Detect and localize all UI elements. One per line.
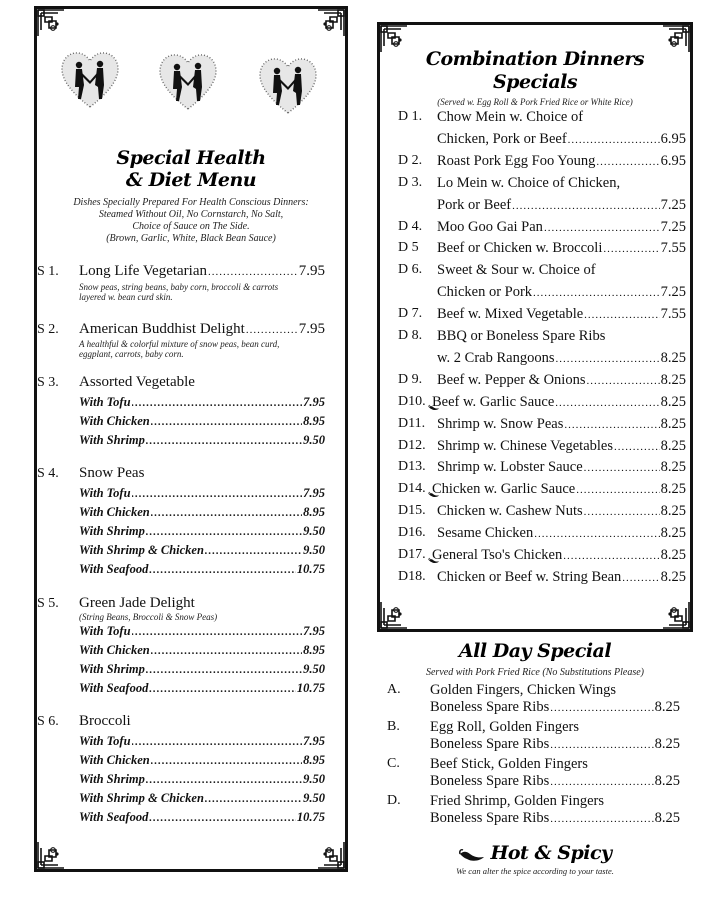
item-name-line: Chicken w. Cashew Nuts ..... 8.25 [437,503,686,520]
item-price: 8.25 [660,371,686,388]
item-code: D12. [398,437,426,453]
health-diet-menu-panel [34,6,348,872]
item-name: Snow Peas [79,465,145,481]
item-price: 7.25 [660,218,686,235]
item-name-line: Chicken or Pork ..... 7.25 [437,284,686,301]
item-name-line: General Tso's Chicken ..... 8.25 [432,547,686,564]
option-row: With Tofu ..... 7.95 [79,395,325,410]
item-price: 7.55 [660,240,686,257]
corner-ornament-icon [379,600,409,630]
item-name: Green Jade Delight [79,595,195,611]
corner-ornament-icon [36,8,66,38]
heart-decorations [55,47,335,127]
item-code: D 2. [398,152,423,168]
item-description: Snow peas, string beans, baby corn, broccoli & carrots layered w. bean curd skin. [79,282,279,302]
item-price: 8.25 [660,459,686,476]
corner-ornament-icon [661,600,691,630]
heart-couple-icon [155,49,221,113]
special-name-line: Fried Shrimp, Golden Fingers [430,793,604,809]
item-price: 8.25 [660,525,686,542]
item-name-line: Chicken or Beef w. String Bean ..... 8.25 [437,569,686,586]
item-code: S 5. [37,596,59,611]
item-code: D 4. [398,218,423,234]
item-code: D15. [398,503,426,519]
item-name-line: Beef w. Garlic Sauce ..... 8.25 [432,394,686,411]
legend-note: We can alter the spice according to your taste. [456,866,614,876]
item-price: 7.95 [298,263,325,279]
corner-ornament-icon [36,840,66,870]
item-price: 8.25 [660,393,686,410]
item-price: 7.95 [298,321,325,337]
item-name: Long Life Vegetarian [79,263,208,279]
intro-line: Dishes Specially Prepared For Health Conscious Dinners: [73,197,309,208]
special-name-line: Boneless Spare Ribs ..... 8.25 [430,810,680,827]
item-code: D 8. [398,328,423,343]
all-day-special-subtitle: Served with Pork Fried Rice (No Substitutions Please) [425,667,644,678]
combination-subtitle: (Served w. Egg Roll & Pork Fried Rice or White Rice) [437,97,633,107]
heart-couple-icon [255,53,321,117]
item-code: D14. [398,481,426,497]
item-code: D13. [398,459,426,475]
special-code: B. [387,719,400,734]
item-code: S 6. [37,714,59,729]
item-price: 8.25 [660,481,686,498]
item-name-line: Sweet & Sour w. Choice of [437,262,596,279]
option-row: With Chicken ..... 8.95 [79,753,325,768]
intro-line: Steamed Without Oil, No Cornstarch, No Salt, [98,209,284,220]
item-description: A healthful & colorful mixture of snow peas, bean curd, eggplant, carrots, baby corn. [79,339,280,359]
item-name-line: BBQ or Boneless Spare Ribs [437,328,606,344]
item-name-line: Pork or Beef ..... 7.25 [437,197,686,214]
title-line-1: Special Health [116,147,266,169]
item-code: S 3. [37,375,59,390]
item-price: 8.25 [660,349,686,366]
item-code: S 2. [37,322,59,337]
corner-ornament-icon [316,8,346,38]
item-price: 7.25 [660,196,686,213]
item-price: 6.95 [660,152,686,169]
item-name-line: Chow Mein w. Choice of [437,109,584,125]
item-name-line: Shrimp w. Lobster Sauce ..... 8.25 [437,459,686,476]
legend-label: Hot & Spicy [490,842,612,864]
item-name-line: Beef w. Pepper & Onions ..... 8.25 [437,372,686,389]
item-name-line: Lo Mein w. Choice of Chicken, [437,174,621,191]
special-price: 8.25 [654,773,680,789]
combination-dinners-panel [377,22,693,632]
item-price: 8.25 [660,503,686,520]
special-name-line: Egg Roll, Golden Fingers [430,719,580,735]
option-row: With Shrimp ..... 9.50 [79,772,325,787]
special-name-line: Golden Fingers, Chicken Wings [430,682,617,698]
heart-couple-icon [57,47,123,111]
special-name-line: Boneless Spare Ribs ..... 8.25 [430,699,680,716]
item-name: Broccoli [79,713,131,729]
item-code: S 1. [37,264,59,279]
spicy-legend [377,842,693,877]
option-row: With Tofu ..... 7.95 [79,486,325,501]
special-price: 8.25 [654,736,680,752]
item-code: D 7. [398,306,423,322]
item-code: D16. [398,525,426,541]
option-row: With Chicken ..... 8.95 [79,643,325,658]
title-line-1: Combination Dinners [425,48,645,70]
item-price: 8.25 [660,437,686,454]
item-price: 7.25 [660,284,686,301]
special-code: A. [387,682,401,697]
special-code: C. [387,756,400,771]
option-row: With Shrimp & Chicken ..... 9.50 [79,791,325,806]
item-note: (String Beans, Broccoli & Snow Peas) [79,612,218,622]
option-row: With Shrimp & Chicken ..... 9.50 [79,543,325,558]
item-name: Assorted Vegetable [79,374,195,390]
item-name-line: Beef or Chicken w. Broccoli ..... 7.55 [437,240,686,257]
item-name-line: Roast Pork Egg Foo Young ..... 6.95 [437,153,686,170]
corner-ornament-icon [316,840,346,870]
item-name-line: Beef w. Mixed Vegetable ..... 7.55 [437,306,686,323]
item-code: D11. [398,415,426,431]
item-code: D 1. [398,109,423,124]
special-price: 8.25 [654,699,680,715]
option-row: With Seafood ..... 10.75 [79,810,325,825]
special-code: D. [387,793,401,808]
special-name-line: Beef Stick, Golden Fingers [430,756,588,772]
intro-text [37,197,345,245]
item-code: D 6. [398,262,423,278]
chili-pepper-icon [458,848,486,862]
item-price: 8.25 [660,415,686,432]
option-row: With Shrimp ..... 9.50 [79,524,325,539]
special-name-line: Boneless Spare Ribs ..... 8.25 [430,736,680,753]
item-code: S 4. [37,466,59,481]
option-row: With Chicken ..... 8.95 [79,414,325,429]
item-price: 7.55 [660,306,686,323]
option-row: With Tofu ..... 7.95 [79,734,325,749]
item-price: 8.25 [660,568,686,585]
option-row: With Shrimp ..... 9.50 [79,662,325,677]
option-row: With Shrimp ..... 9.50 [79,433,325,448]
special-price: 8.25 [654,810,680,826]
special-name-line: Boneless Spare Ribs ..... 8.25 [430,773,680,790]
option-row: With Seafood ..... 10.75 [79,681,325,696]
intro-line: Choice of Sauce on The Side. [132,221,250,232]
item-code: D 5 [398,240,419,256]
item-name-line: Sesame Chicken ..... 8.25 [437,525,686,542]
item-name-line: Shrimp w. Chinese Vegetables ..... 8.25 [437,438,686,455]
option-row: With Seafood ..... 10.75 [79,562,325,577]
option-row: With Tofu ..... 7.95 [79,624,325,639]
title-line-2: & Diet Menu [125,169,257,191]
item-code: D18. [398,568,426,584]
item-name-line: Chicken, Pork or Beef ..... 6.95 [437,131,686,148]
item-code: D 9. [398,371,423,387]
page-title [37,147,345,191]
item-code: D 3. [398,174,423,190]
intro-line: (Brown, Garlic, White, Black Bean Sauce) [106,233,276,244]
item-price: 8.25 [660,547,686,563]
item-name-line: w. 2 Crab Rangoons ..... 8.25 [437,350,686,367]
option-row: With Chicken ..... 8.95 [79,505,325,520]
combination-title [380,47,690,93]
item-name-line: Chicken w. Garlic Sauce ..... 8.25 [432,481,686,498]
item-name-line: Moo Goo Gai Pan ..... 7.25 [437,219,686,236]
item-price: 6.95 [660,130,686,147]
item-name: American Buddhist Delight [79,321,245,337]
item-name-line: Shrimp w. Snow Peas ..... 8.25 [437,416,686,433]
all-day-special-title: All Day Special [458,640,612,662]
item-code: D17. [398,547,426,562]
item-code: D10. [398,393,426,409]
title-line-2: Specials [492,71,578,93]
